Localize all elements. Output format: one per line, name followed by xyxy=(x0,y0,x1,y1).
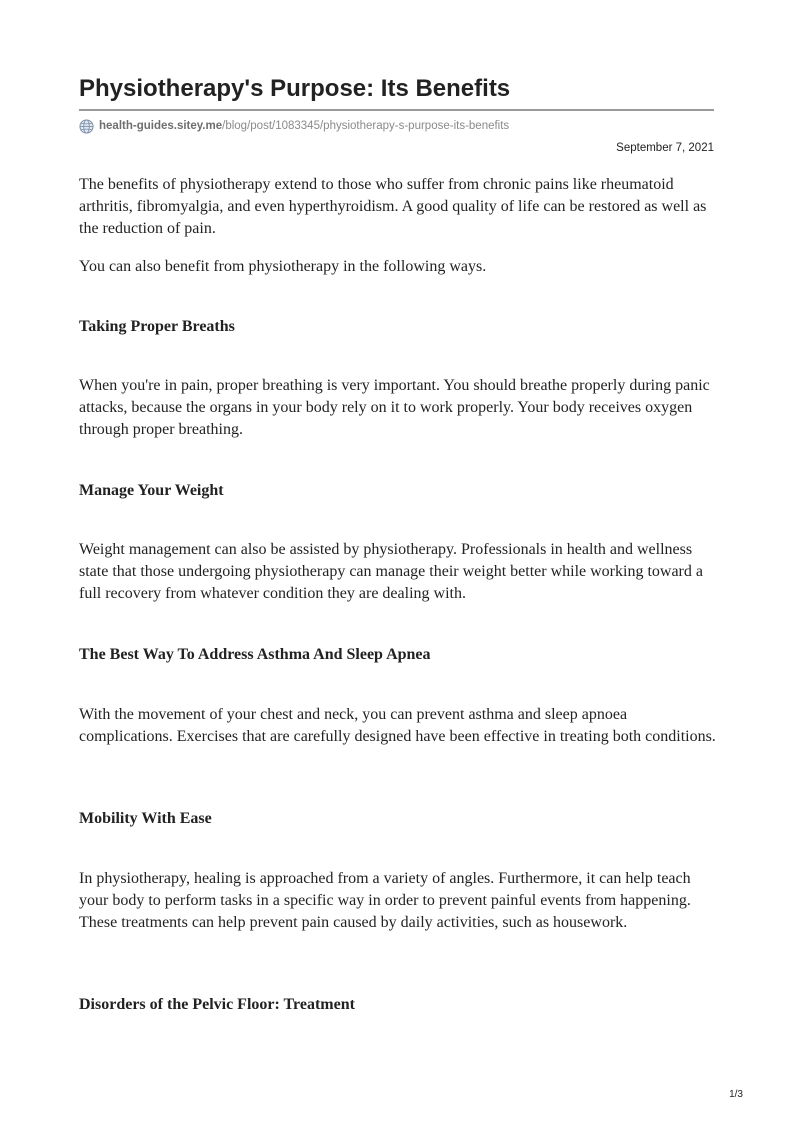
intro-paragraph: The benefits of physiotherapy extend to those who suffer from chronic pains like rheumatoid arthritis, fibromyalgia, and even hyperthyroidism. A good quality of life can be restored as well as the reduction of pain. xyxy=(79,176,707,237)
title-divider xyxy=(79,109,714,111)
source-path[interactable]: /blog/post/1083345/physiotherapy-s-purpose-its-benefits xyxy=(222,120,510,132)
section-heading: Disorders of the Pelvic Floor: Treatment xyxy=(79,996,355,1013)
section-heading: Mobility With Ease xyxy=(79,810,212,827)
section-paragraph: In physiotherapy, healing is approached from a variety of angles. Furthermore, it can help teach your body to perform tasks in a specific way in order to prevent painful events from happening. These treatments can help prevent pain caused by daily activities, such as housework. xyxy=(79,870,691,931)
section-paragraph: When you're in pain, proper breathing is very important. You should breathe properly during panic attacks, because the organs in your body rely on it to work properly. Your body receives oxygen through proper breathing. xyxy=(79,377,710,438)
source-url[interactable] xyxy=(79,117,509,135)
intro-paragraph: You can also benefit from physiotherapy in the following ways. xyxy=(79,258,487,275)
section-paragraph: Weight management can also be assisted by physiotherapy. Professionals in health and wellness state that those undergoing physiotherapy can manage their weight better while working toward a full recovery from whatever condition they are dealing with. xyxy=(79,541,703,602)
globe-icon xyxy=(79,119,94,134)
post-date: September 7, 2021 xyxy=(616,142,714,154)
section-paragraph: With the movement of your chest and neck, you can prevent asthma and sleep apnoea complications. Exercises that are carefully designed have been effective in treating both conditions. xyxy=(79,706,716,745)
section-heading: Taking Proper Breaths xyxy=(79,318,235,335)
section-heading: The Best Way To Address Asthma And Sleep Apnea xyxy=(79,646,431,663)
section-heading: Manage Your Weight xyxy=(79,482,224,499)
page-number: 1/3 xyxy=(729,1089,743,1100)
source-domain[interactable]: health-guides.sitey.me xyxy=(99,120,223,132)
page-title: Physiotherapy's Purpose: Its Benefits xyxy=(79,75,511,102)
